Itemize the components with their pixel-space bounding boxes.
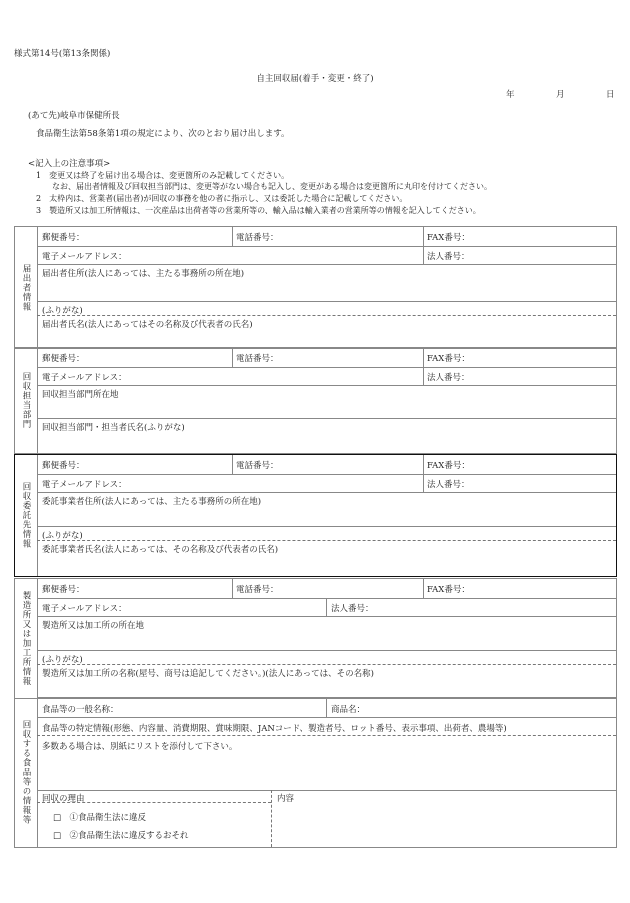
recall-dept-fax: FAX番号： <box>427 354 470 364</box>
applicant-email: 電子メールアドレス： <box>42 252 127 262</box>
applicant-furigana: (ふりがな) <box>42 306 83 316</box>
manufacturer-name-label: 製造所又は加工所の名称(屋号、商号は追記してください。)(法人にあっては、その名称) <box>42 669 374 679</box>
food-list-note: 多数ある場合は、別紙にリストを添付して下さい。 <box>42 742 238 752</box>
applicant-corp-number: 法人番号： <box>427 252 470 262</box>
note-1b: なお、届出者情報及び回収担当部門は、変更等がない場合も記入し、変更がある場合は変更箇所に丸印を付けてください。 <box>36 182 492 191</box>
recall-dept-corp-number: 法人番号： <box>427 373 470 383</box>
recall-dept-postal: 郵便番号： <box>42 354 85 364</box>
contractor-postal: 郵便番号： <box>42 461 85 471</box>
contractor-fax: FAX番号： <box>427 461 470 471</box>
recall-dept-email: 電子メールアドレス： <box>42 373 127 383</box>
food-section <box>14 697 617 848</box>
reason-option-violation[interactable]: □ ①食品衛生法に違反 <box>53 813 147 823</box>
contractor-phone: 電話番号： <box>236 461 279 471</box>
food-product-name: 商品名： <box>331 705 366 715</box>
contractor-section-label: 回収委託先情報 <box>15 455 38 576</box>
contractor-furigana: (ふりがな) <box>42 531 83 541</box>
recall-reason-label: 回収の理由 <box>42 794 85 804</box>
manufacturer-address-label: 製造所又は加工所の所在地 <box>42 621 145 631</box>
food-section-label: 回収する食品等の情報等 <box>15 697 38 847</box>
reason-option-possible-violation[interactable]: □ ②食品衛生法に違反するおそれ <box>53 831 189 841</box>
date-year: 年 <box>506 90 515 100</box>
food-general-name: 食品等の一般名称： <box>42 705 119 715</box>
recall-dept-address-label: 回収担当部門所在地 <box>42 390 119 400</box>
date-month: 月 <box>556 90 565 100</box>
applicant-name-label: 届出者氏名(法人にあってはその名称及び代表者の氏名) <box>42 320 253 330</box>
manufacturer-section-label: 製造所又は加工所情報 <box>15 579 38 698</box>
contractor-section <box>14 454 617 577</box>
form-number: 様式第14号(第13条関係) <box>14 49 111 59</box>
recall-content-label: 内容 <box>277 794 295 804</box>
food-specific-info: 食品等の特定情報(形態、内容量、消費期限、賞味期限、JANコード、製造者号、ロット番号、表示事項、出荷者、農場等) <box>42 724 507 734</box>
recipient: (あて先)岐阜市保健所長 <box>28 111 120 121</box>
manufacturer-section <box>14 578 617 699</box>
manufacturer-email: 電子メールアドレス： <box>42 604 127 614</box>
contractor-address-label: 委託事業者住所(法人にあっては、主たる事務所の所在地) <box>42 497 262 507</box>
recall-dept-phone: 電話番号： <box>236 354 279 364</box>
applicant-postal: 郵便番号： <box>42 233 85 243</box>
contractor-email: 電子メールアドレス： <box>42 480 127 490</box>
recall-dept-section <box>14 347 617 454</box>
applicant-phone: 電話番号： <box>236 233 279 243</box>
manufacturer-phone: 電話番号： <box>236 585 279 595</box>
contractor-name-label: 委託事業者氏名(法人にあっては、その名称及び代表者の氏名) <box>42 545 279 555</box>
manufacturer-corp-number: 法人番号： <box>331 604 374 614</box>
applicant-fax: FAX番号： <box>427 233 470 243</box>
applicant-section-label: 届出者情報 <box>15 227 38 348</box>
notes-heading: <記入上の注意事項> <box>28 159 111 169</box>
note-3: 3 製造所又は加工所情報は、一次産品は出荷者等の営業所等の、輸入品は輸入業者の営業所等の情報を記入してください。 <box>36 206 481 215</box>
recall-dept-section-label: 回収担当部門 <box>15 348 38 453</box>
manufacturer-fax: FAX番号： <box>427 585 470 595</box>
page-title: 自主回収届(着手・変更・終了) <box>256 74 374 84</box>
intro-text: 食品衛生法第58条第1項の規定により、次のとおり届け出します。 <box>36 129 290 139</box>
manufacturer-postal: 郵便番号： <box>42 585 85 595</box>
applicant-section <box>14 226 617 349</box>
contractor-corp-number: 法人番号： <box>427 480 470 490</box>
note-1: 1 変更又は終了を届け出る場合は、変更箇所のみ記載してください。 <box>36 171 290 180</box>
date-day: 日 <box>606 90 615 100</box>
note-2: 2 太枠内は、営業者(届出者)が回収の事務を他の者に指示し、又は委託した場合に記載してください。 <box>36 194 408 203</box>
applicant-address-label: 届出者住所(法人にあっては、主たる事務所の所在地) <box>42 269 245 279</box>
recall-dept-name-label: 回収担当部門・担当者氏名(ふりがな) <box>42 423 185 433</box>
manufacturer-furigana: (ふりがな) <box>42 655 83 665</box>
